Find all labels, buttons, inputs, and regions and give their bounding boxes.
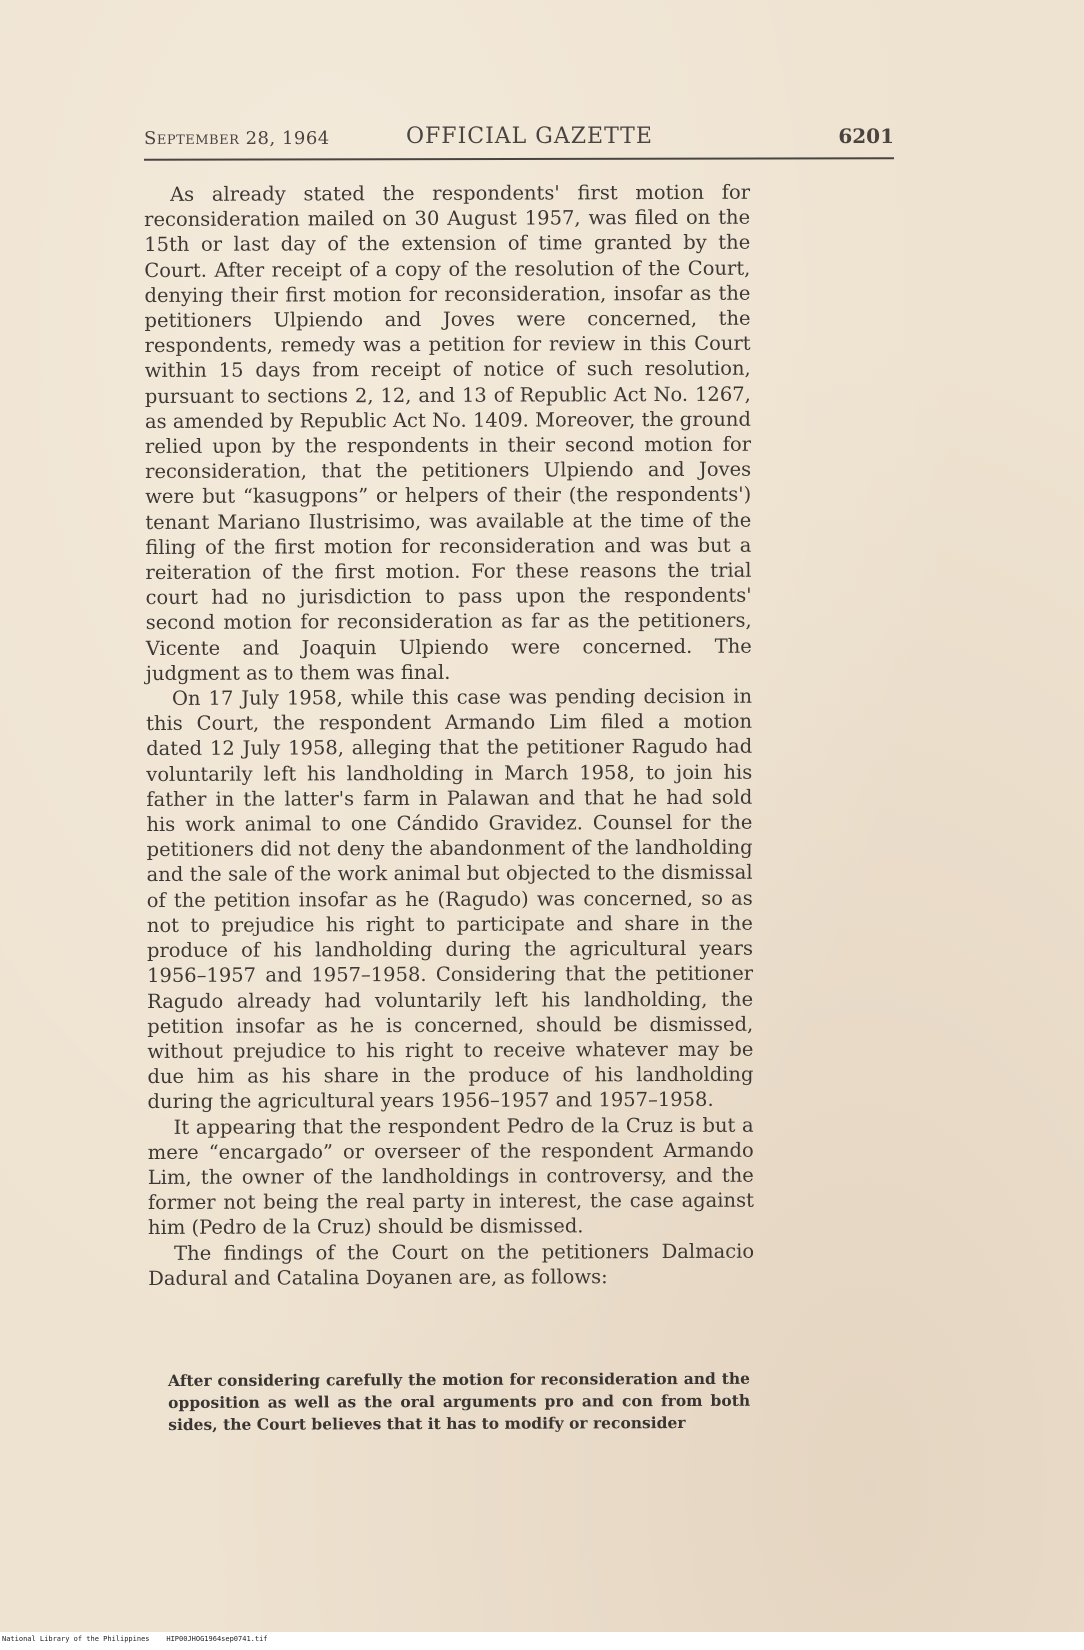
paragraph-3: It appearing that the respondent Pedro de la Cruz is but a mere “encargado” or overseer of the respondent Armando Lim, the owner of the landholdings in controversy, and the former not being the real party in interest, the case against him (Pedro de la Cruz) should be dismissed.: [147, 1113, 754, 1240]
page-header: [144, 120, 894, 154]
header-date: September 28, 1964: [144, 128, 330, 149]
header-title: OFFICIAL GAZETTE: [406, 124, 653, 149]
page-number: 6201: [838, 124, 894, 148]
quoted-finding: After considering carefully the motion for reconsideration and the opposition as well as the oral arguments pro and con from both sides, the Court believes that it has to modify or reconsider: [168, 1368, 751, 1434]
footer-file: HIP00JHOG1964sep0741.tif: [166, 1635, 268, 1643]
header-rule: [144, 157, 894, 161]
body-text: [144, 180, 754, 1291]
paragraph-1: As already stated the respondents' first motion for reconsideration mailed on 30 August 1957, was filed on the 15th or last day of the extension of time granted by the Court. After receipt of a copy of the resolution of the Court, denying their first motion for reconsideration, insofar as the petitioners Ulpiendo and Joves were concerned, the respondents, remedy was a petition for review in this Court within 15 days from receipt of notice of such resolution, pursuant to sections 2, 12, and 13 of Republic Act No. 1267, as amended by Republic Act No. 1409. Moreover, the ground relied upon by the respondents in their second motion for reconsideration, that the petitioners Ulpiendo and Joves were but “kasugpons” or helpers of their (the respondents') tenant Mariano Ilustrisimo, was available at the time of the filing of the first motion for reconsideration and was but a reiteration of the first motion. For these reasons the trial court had no jurisdiction to pass upon the respondents' second motion for reconsideration as far as the petitioners, Vicente and Joaquin Ulpiendo were concerned. The judgment as to them was final.: [144, 180, 752, 685]
scan-footer: [0, 1632, 1084, 1650]
scan-footer-text: [2, 1635, 268, 1643]
paragraph-2: On 17 July 1958, while this case was pending decision in this Court, the respondent Armando Lim filed a motion dated 12 July 1958, alleging that the petitioner Ragudo had voluntarily left his landholding in March 1958, to join his father in the latter's farm in Palawan and that he had sold his work animal to one Cándido Gravidez. Counsel for the petitioners did not deny the abandonment of the landholding and the sale of the work animal but objected to the dismissal of the petition insofar as he (Ragudo) was concerned, so as not to prejudice his right to participate and share in the produce of his landholding during the agricultural years 1956–1957 and 1957–1958. Considering that the petitioner Ragudo already had voluntarily left his landholding, the petition insofar as he is concerned, should be dismissed, without prejudice to his right to receive whatever may be due him as his share in the produce of his landholding during the agricultural years 1956–1957 and 1957–1958.: [146, 684, 754, 1114]
footer-source: National Library of the Philippines: [2, 1635, 150, 1643]
paragraph-4: The findings of the Court on the petitioners Dalmacio Dadural and Catalina Doyanen are, as follows:: [148, 1239, 755, 1290]
